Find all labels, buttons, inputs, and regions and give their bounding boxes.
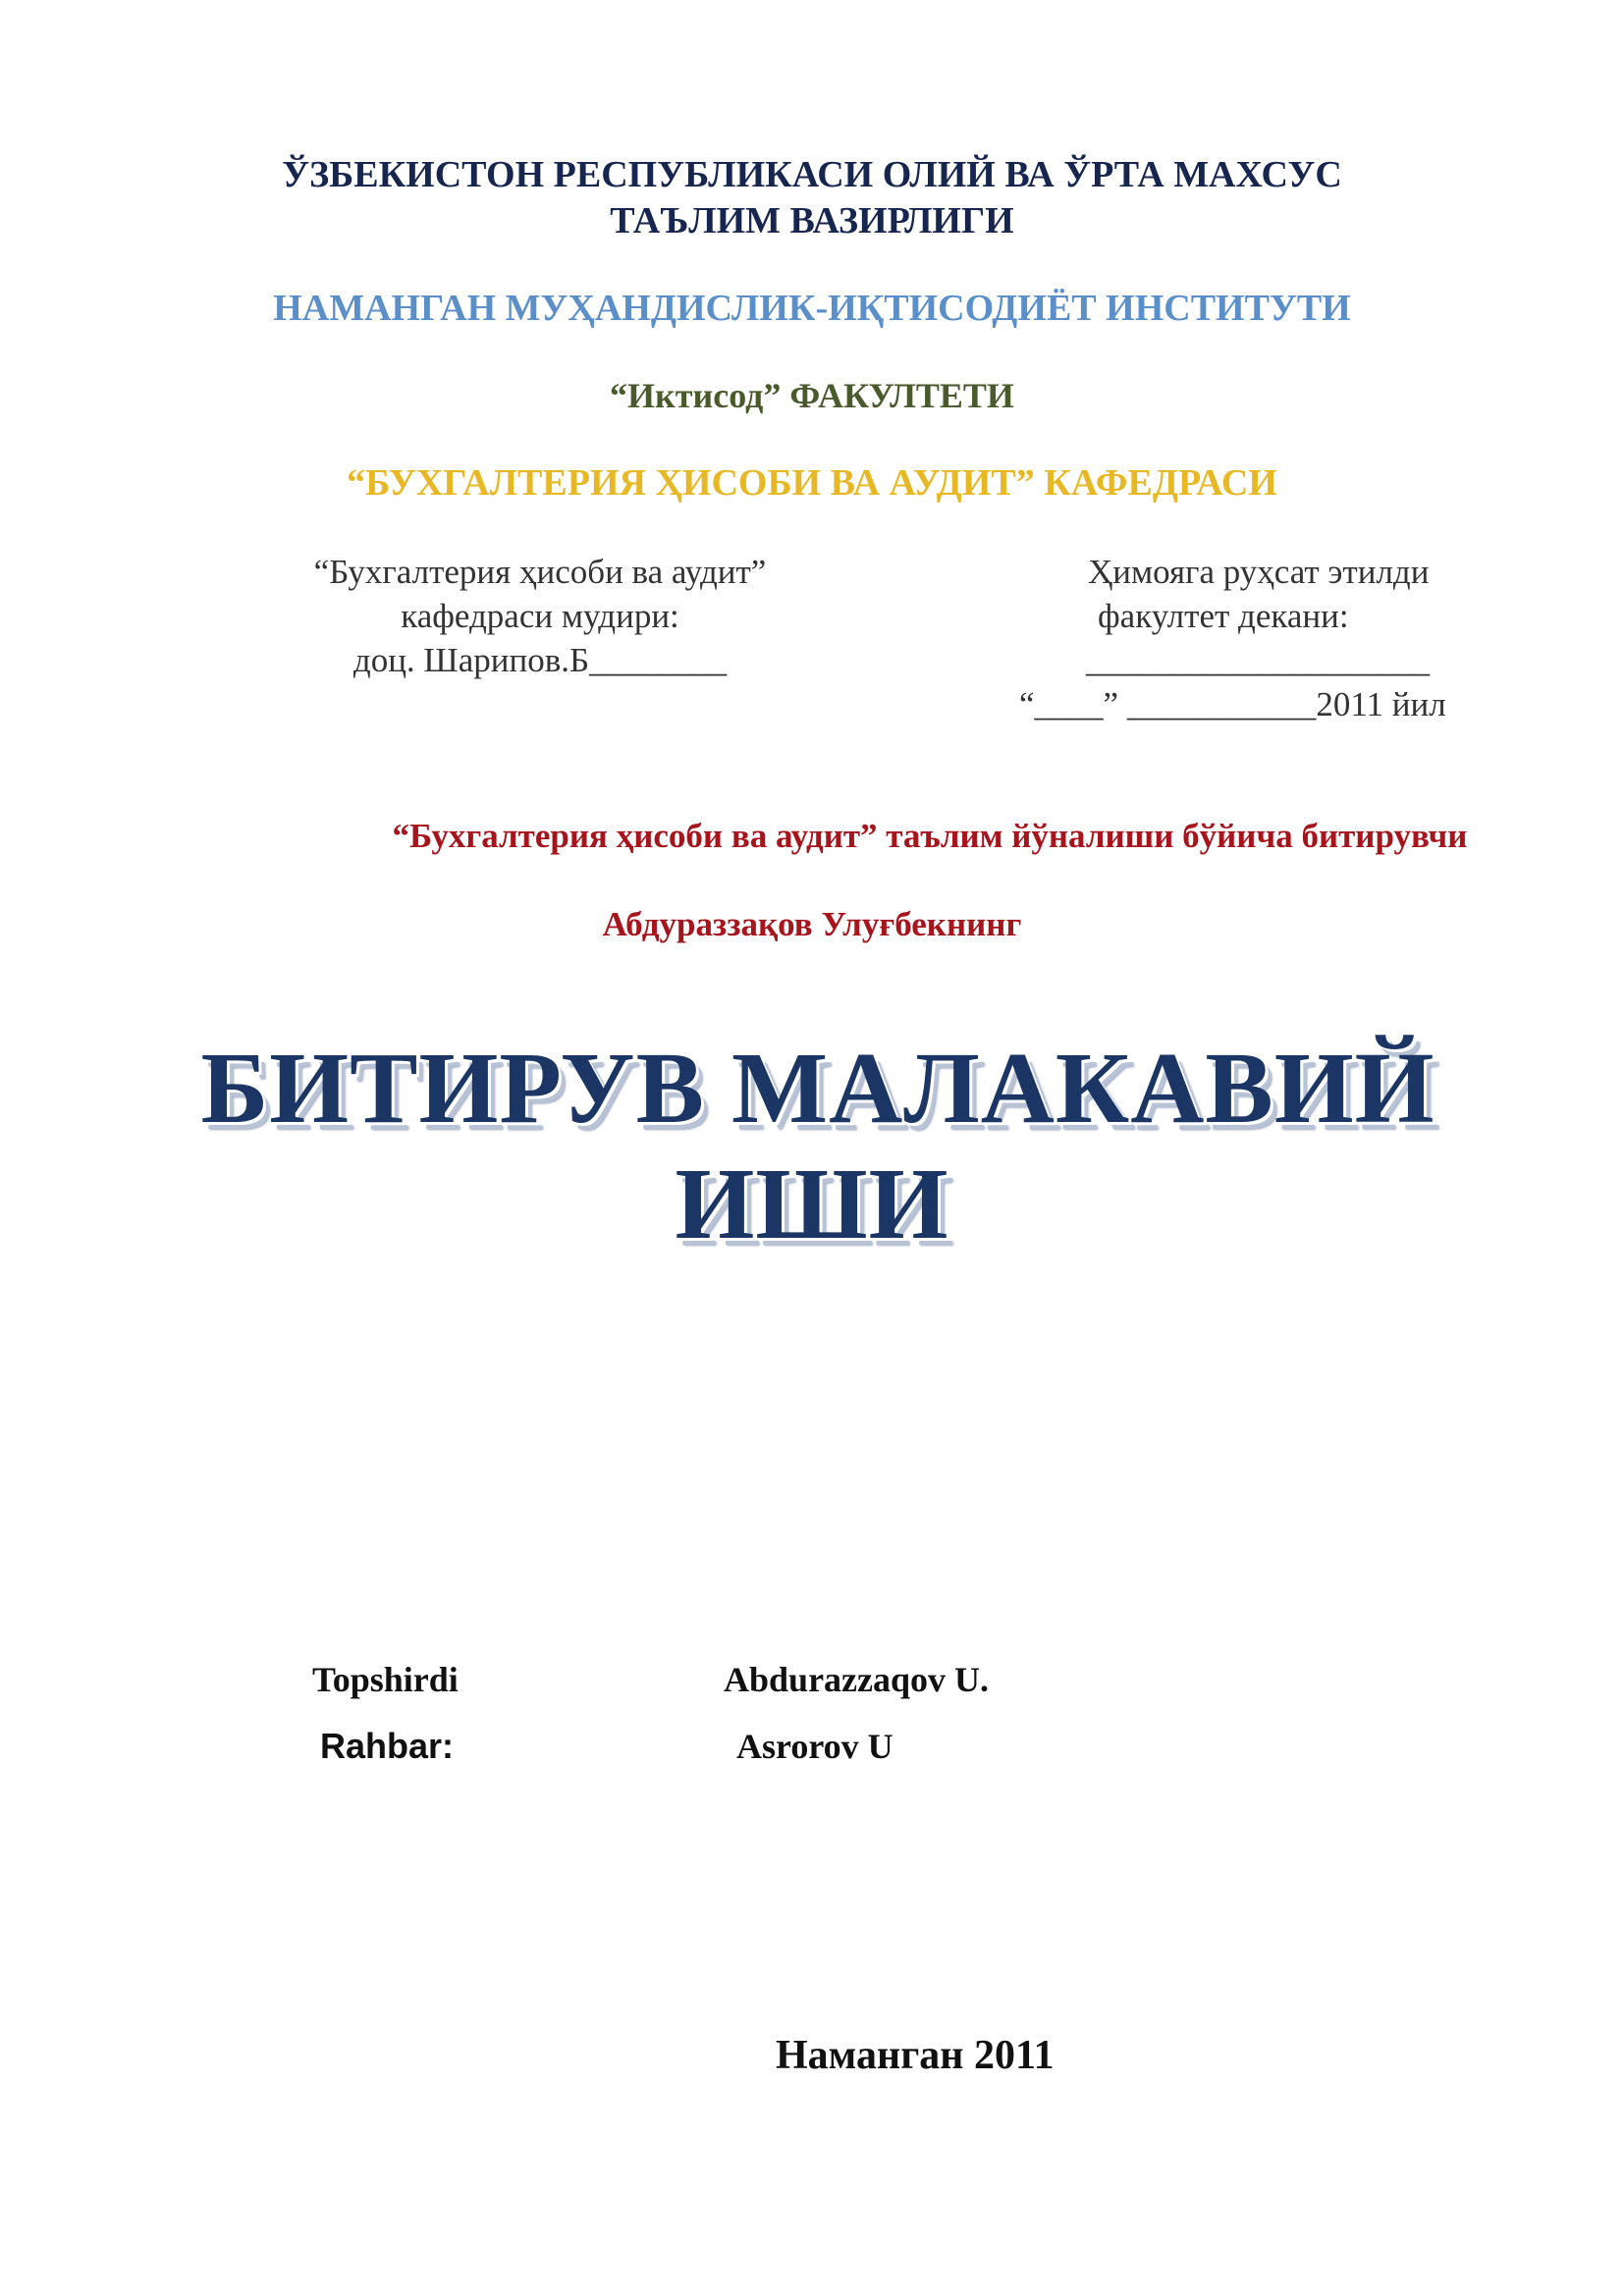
ministry-line-1: ЎЗБЕКИСТОН РЕСПУБЛИКАСИ ОЛИЙ ВА ЎРТА МАХСУС — [282, 154, 1342, 195]
institute-heading: НАМАНГАН МУҲАНДИСЛИК-ИҚТИСОДИЁТ ИНСТИТУТИ — [273, 288, 1351, 329]
document-title-line-1: БИТИРУВ МАЛАКАВИЙ — [200, 1032, 1435, 1145]
ministry-line-2: ТАЪЛИМ ВАЗИРЛИГИ — [610, 200, 1014, 241]
head-of-department-approval — [255, 550, 825, 682]
supervisor-value: Asrorov U — [736, 1727, 893, 1766]
approval-right-line-4: “____” ___________2011 йил — [1019, 685, 1446, 723]
approval-right-line-1: Ҳимояга руҳсат этилди — [1088, 553, 1430, 591]
faculty-heading: “Иктисод” ФАКУЛТЕТИ — [610, 376, 1014, 415]
approval-right-line-3: ____________________ — [1086, 641, 1430, 679]
ministry-heading — [0, 152, 1624, 244]
approval-left-line-2: кафедраси мудири: — [401, 597, 679, 635]
submitted-value: Abdurazzaqov U. — [724, 1660, 990, 1699]
supervisor-label: Rahbar: — [320, 1726, 455, 1766]
approval-left-line-1: “Бухгалтерия ҳисоби ва аудит” — [313, 553, 767, 591]
submitted-label: Topshirdi — [312, 1660, 459, 1699]
document-title-line-2: ИШИ — [675, 1148, 949, 1260]
city-year: Наманган 2011 — [776, 2033, 1055, 2078]
approval-left-line-3: доц. Шарипов.Б________ — [352, 641, 728, 679]
document-title — [0, 1031, 1624, 1262]
approval-right-line-2: факултет декани: — [1098, 597, 1349, 635]
student-name: Абдураззақов Улуғбекнинг — [602, 905, 1022, 943]
dean-approval — [1019, 550, 1512, 726]
study-direction: “Бухгалтерия ҳисоби ва аудит” таълим йўналиши бўйича битирувчи — [392, 817, 1468, 855]
department-heading: “БУХГАЛТЕРИЯ ҲИСОБИ ВА АУДИТ” КАФЕДРАСИ — [347, 462, 1277, 504]
